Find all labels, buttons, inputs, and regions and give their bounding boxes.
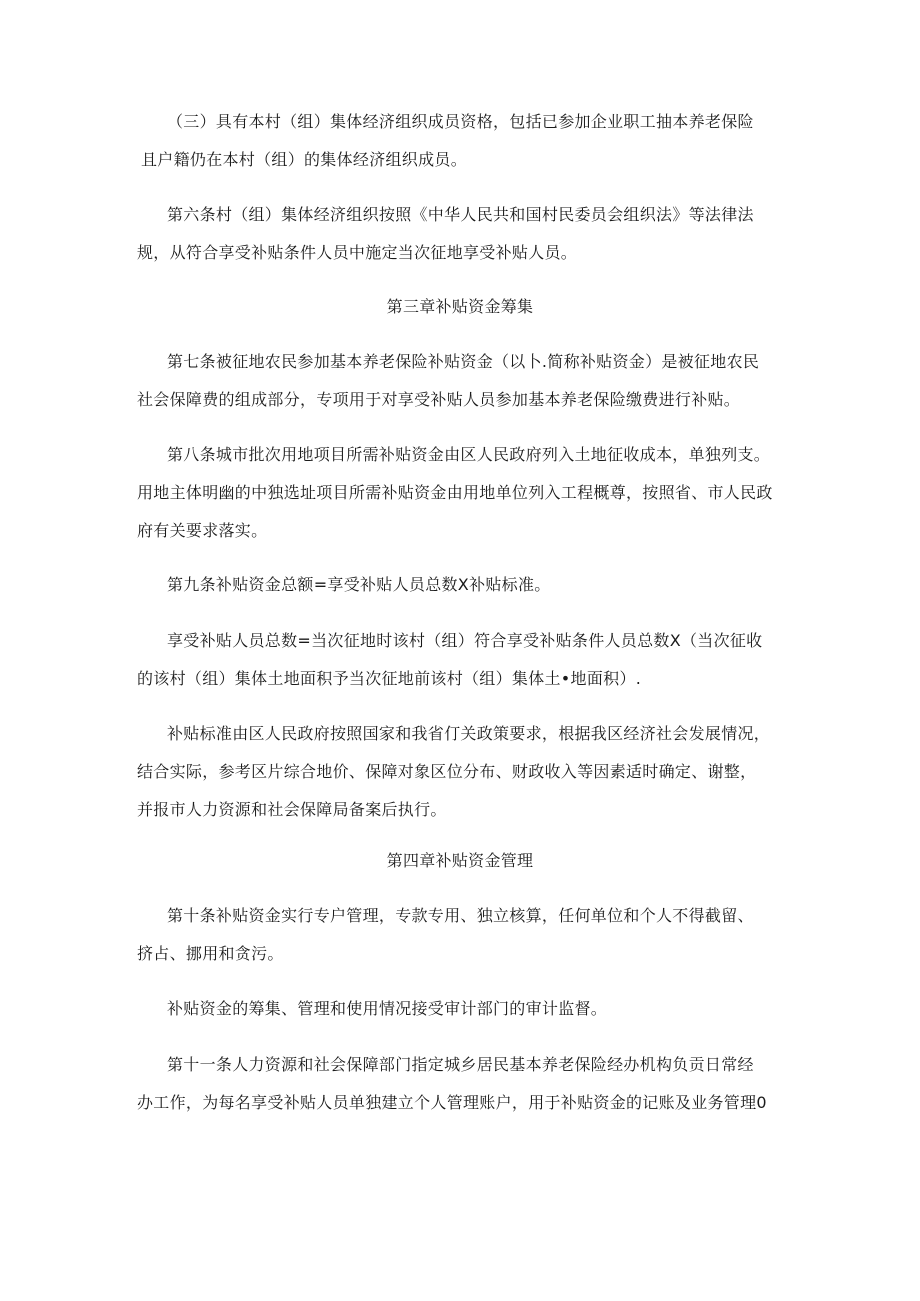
paragraph-subsidy-count-formula — [137, 622, 797, 698]
chapter-heading-3: 第三章补贴资金筹集 — [386, 297, 534, 316]
paragraph-article-8 — [137, 436, 797, 550]
paragraph-line: 社会保障费的组成部分，专项用于对享受补贴人员参加基本养老保险缴费进行补贴。 — [137, 390, 741, 409]
paragraph-line: 的该村（组）集体土地面积予当次征地前该村（组）集体土•地面积）. — [137, 669, 642, 688]
paragraph-line: 办工作，为每名享受补贴人员单独建立个人管理账户，用于补贴资金的记账及业务管理0 — [137, 1093, 767, 1112]
paragraph-line: 并报市人力资源和社会保障局备案后执行。 — [137, 800, 447, 819]
paragraph-line: 挤占、挪用和贪污。 — [137, 944, 284, 963]
paragraph-line: 且户籍仍在本村（组）的集体经济组织成员。 — [141, 150, 468, 169]
paragraph-line: 规，从符合享受补贴条件人员中施定当次征地享受补贴人员。 — [137, 243, 578, 262]
paragraph-line: 第七条被征地农民参加基本养老保险补贴资金（以卜.简称补贴资金）是被征地农民 — [167, 352, 760, 371]
paragraph-line: 第六条村（组）集体经济组织按照《中华人民共和国村民委员会组织法》等法律法 — [167, 205, 754, 224]
paragraph-article-10 — [137, 897, 797, 973]
paragraph-audit — [167, 990, 797, 1028]
paragraph-subsidy-standard — [137, 715, 797, 829]
paragraph-line: （三）具有本村（组）集体经济组织成员资格，包括已参加企业职工抽本养老保险 — [167, 112, 754, 131]
paragraph-article-7 — [137, 343, 797, 419]
paragraph-line: 补贴资金的筹集、管理和使用情况接受审计部门的审计监督。 — [167, 999, 608, 1018]
paragraph-line: 结合实际，参考区片综合地价、保障对象区位分布、财政收入等因素适时确定、谢整， — [137, 762, 757, 781]
paragraph-article-6 — [137, 196, 797, 272]
chapter-heading-4: 第四章补贴资金管理 — [386, 851, 534, 870]
paragraph-article-11 — [137, 1046, 797, 1122]
paragraph-line: 补贴标准由区人民政府按照国家和我省仃关政策要求，根据我区经济社会发展情况， — [167, 724, 771, 743]
paragraph-line: 府有关要求落实。 — [137, 521, 268, 540]
paragraph-line: 第十一条人力资源和社会保障部门指定城乡居民基本养老保险经办机构负贡日常经 — [167, 1055, 754, 1074]
paragraph-line: 用地主体明幽的中独选址项目所需补贴资金由用地单位列入工程概尊，按照省、市人民政 — [137, 483, 773, 502]
paragraph-line: 享受补贴人员总数=当次征地时该村（组）符合享受补贴条件人员总数X（当次征收 — [167, 631, 763, 650]
paragraph-line: 第八条城市批次用地项目所需补贴资金由区人民政府列入土地征收成本，单独列支。 — [167, 445, 771, 464]
paragraph-article-9 — [167, 566, 797, 604]
paragraph-eligibility-3 — [141, 103, 797, 179]
paragraph-line: 第十条补贴资金实行专户管理，专款专用、独立核算，任何单位和个人不得截留、 — [167, 906, 754, 925]
paragraph-line: 第九条补贴资金总额=享受补贴人员总数X补贴标准。 — [167, 575, 551, 594]
